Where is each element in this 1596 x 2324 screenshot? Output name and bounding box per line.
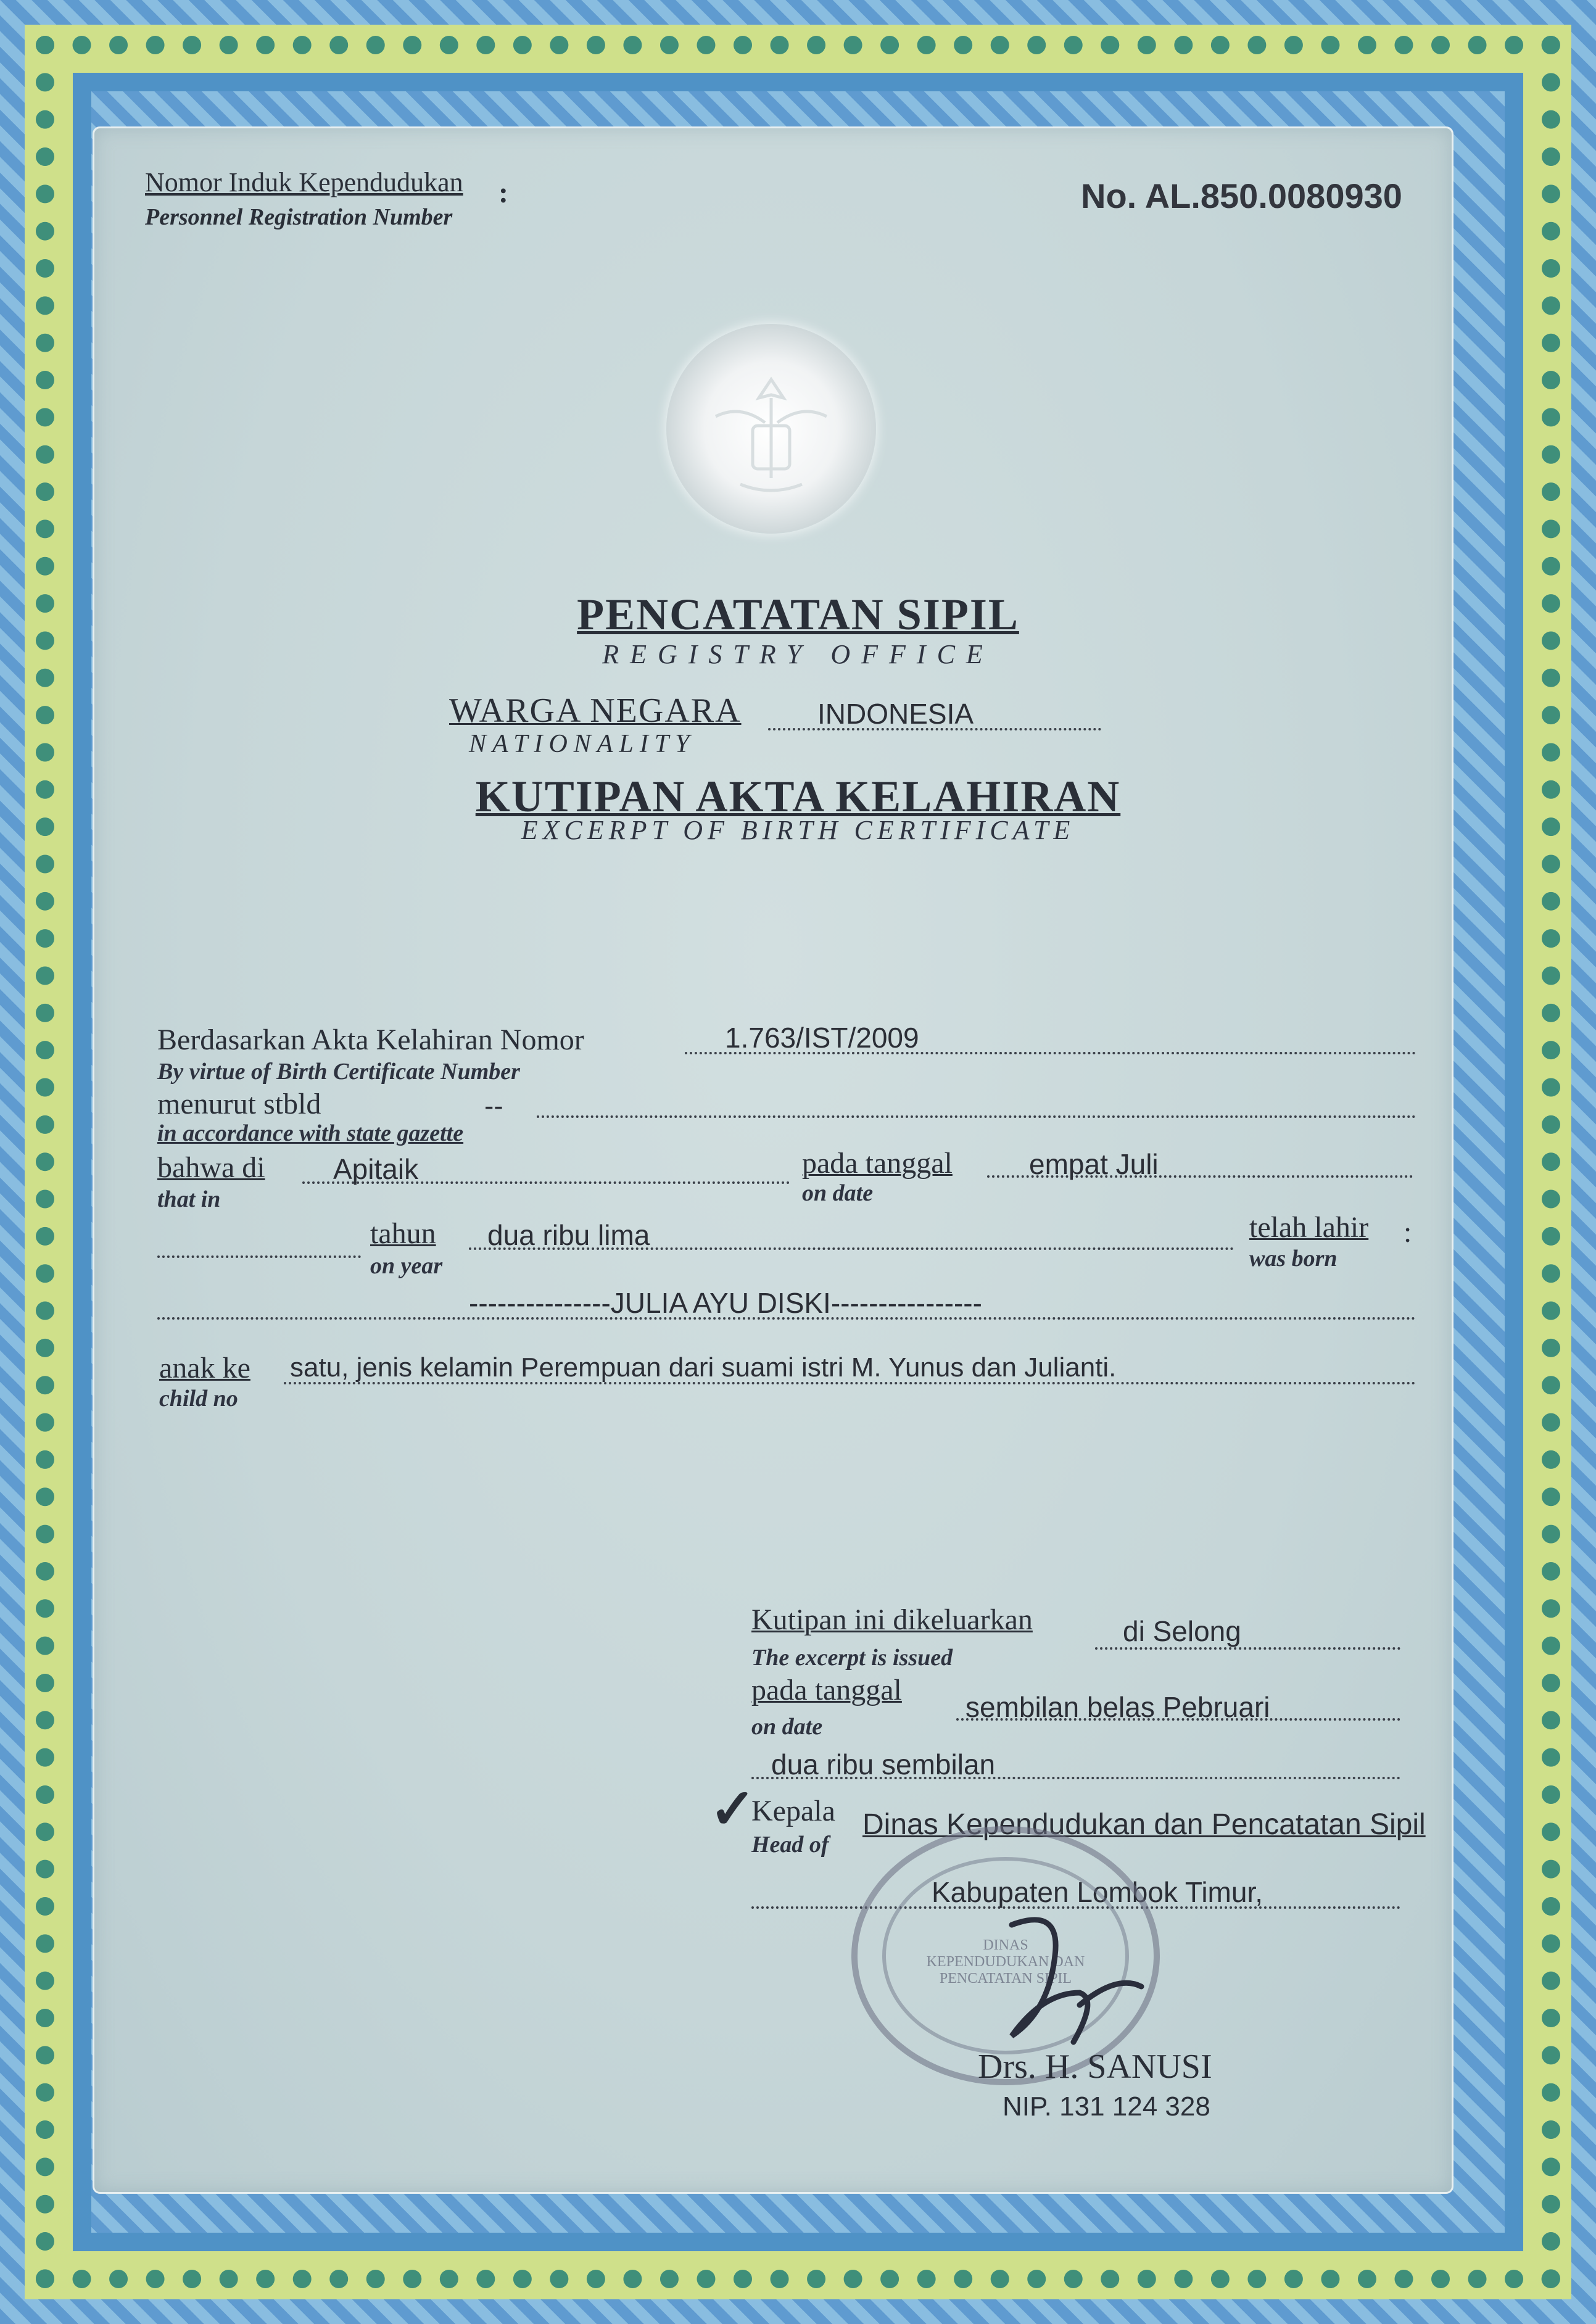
- birth-date-value: empat Juli: [1029, 1148, 1159, 1180]
- year-label: tahun: [370, 1217, 436, 1250]
- issue-date-label: pada tanggal: [751, 1674, 902, 1706]
- head-label-en: Head of: [751, 1832, 829, 1858]
- place-value: Apitaik: [333, 1153, 419, 1185]
- certificate-title-en: EXCERPT OF BIRTH CERTIFICATE: [521, 815, 1075, 845]
- stbld-value: --: [484, 1090, 503, 1122]
- official-nip: NIP. 131 124 328: [1003, 2091, 1210, 2122]
- birth-date-label: pada tanggal: [802, 1147, 953, 1180]
- birth-date-label-en: on date: [802, 1180, 874, 1206]
- regency-value: Kabupaten Lombok Timur,: [932, 1876, 1263, 1908]
- stbld-label-en: in accordance with state gazette: [157, 1120, 464, 1146]
- nationality-value: INDONESIA: [817, 698, 974, 730]
- issued-label-en: The excerpt is issued: [751, 1645, 953, 1671]
- child-name-value: ---------------JULIA AYU DISKI----------------: [469, 1287, 982, 1319]
- cert-number-value: 1.763/IST/2009: [725, 1022, 919, 1054]
- nik-label-en: Personnel Registration Number: [145, 204, 453, 230]
- stbld-label: menurut stbld: [157, 1088, 321, 1120]
- serial-number: No. AL.850.0080930: [1081, 176, 1402, 215]
- head-label: Kepala: [751, 1795, 835, 1827]
- child-number-label: anak ke: [159, 1352, 250, 1384]
- child-number-label-en: child no: [159, 1386, 238, 1412]
- nik-label: Nomor Induk Kependudukan: [145, 167, 463, 197]
- year-value: dua ribu lima: [487, 1219, 650, 1251]
- born-colon: :: [1404, 1216, 1412, 1249]
- issue-date-value: sembilan belas Pebruari: [965, 1691, 1270, 1723]
- cert-number-label: Berdasarkan Akta Kelahiran Nomor: [157, 1023, 584, 1056]
- checkmark-icon: ✓: [709, 1779, 756, 1840]
- issue-year-value: dua ribu sembilan: [771, 1748, 996, 1780]
- signature-icon: [987, 1900, 1160, 2061]
- office-title: PENCATATAN SIPIL: [577, 590, 1019, 639]
- head-value: Dinas Kependudukan dan Pencatatan Sipil: [862, 1808, 1426, 1841]
- nik-colon: :: [498, 176, 508, 209]
- issued-place-value: di Selong: [1123, 1615, 1241, 1647]
- garuda-emblem-icon: [666, 324, 876, 534]
- year-label-en: on year: [370, 1253, 443, 1279]
- born-label-en: was born: [1249, 1246, 1338, 1272]
- official-name: Drs. H. SANUSI: [978, 2048, 1212, 2086]
- place-label: bahwa di: [157, 1151, 265, 1184]
- certificate-title: KUTIPAN AKTA KELAHIRAN: [475, 772, 1121, 821]
- stamp-text: DINAS KEPENDUDUKAN DAN PENCATATAN SIPIL: [926, 1937, 1085, 1987]
- child-number-value: satu, jenis kelamin Perempuan dari suami istri M. Yunus dan Julianti.: [290, 1352, 1117, 1383]
- stbld-dotline: [537, 1115, 1416, 1118]
- cert-number-label-en: By virtue of Birth Certificate Number: [157, 1059, 520, 1085]
- office-title-en: REGISTRY OFFICE: [602, 639, 994, 669]
- nationality-label-en: NATIONALITY: [469, 730, 696, 758]
- place-label-en: that in: [157, 1186, 221, 1212]
- nationality-label: WARGA NEGARA: [449, 692, 742, 730]
- issue-date-label-en: on date: [751, 1714, 823, 1740]
- born-label: telah lahir: [1249, 1211, 1369, 1244]
- issued-label: Kutipan ini dikeluarkan: [751, 1603, 1033, 1636]
- year-leading-dotline: [157, 1255, 361, 1258]
